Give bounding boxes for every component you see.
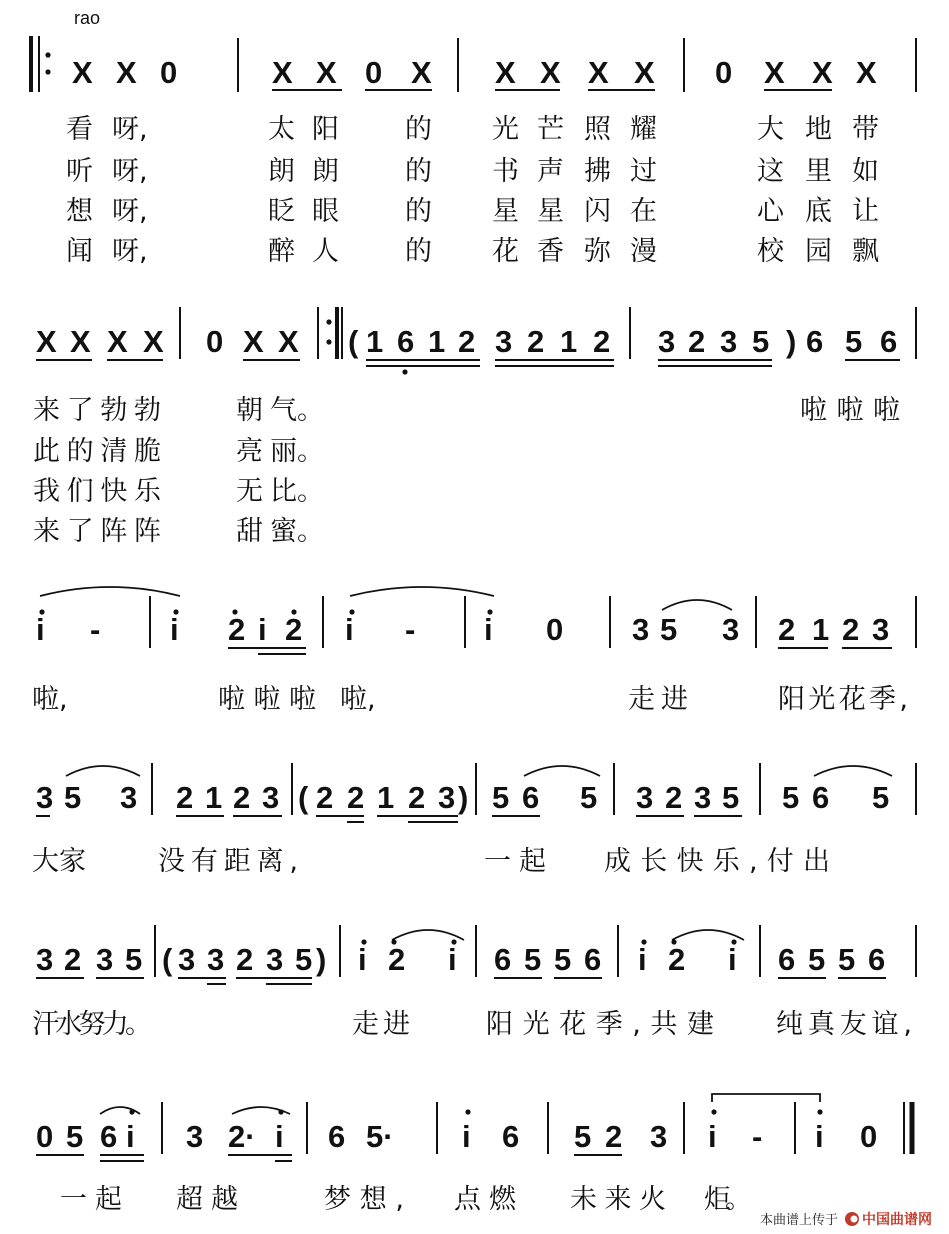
octave-dot [402, 369, 407, 374]
note: 5 [64, 780, 82, 815]
note: 5 [752, 324, 770, 359]
note: 2 [778, 612, 796, 647]
note: X [540, 55, 561, 90]
system-2 [33, 324, 900, 547]
lyric-char: 花 [492, 236, 519, 267]
lyric-char: 漫 [630, 236, 657, 267]
lyric-char: 呀, [112, 196, 148, 227]
lyric-char: 的 [405, 236, 432, 267]
lyric-char: 飘 [852, 236, 879, 267]
octave-dot [711, 1109, 716, 1114]
note: i [462, 1119, 471, 1154]
lyric: 丽。 [270, 436, 324, 467]
octave-dot [45, 69, 50, 74]
watermark-prefix: 本曲谱上传于 [760, 1212, 839, 1227]
note: X [856, 55, 877, 90]
note: 5 [872, 780, 890, 815]
lyric-char: 想 [66, 196, 93, 227]
note: 3 [658, 324, 676, 359]
lyric-char: 呀, [112, 236, 148, 267]
tie [712, 1094, 820, 1102]
lyric: 阳光花季,共建 [486, 1009, 714, 1040]
note: 0 [715, 55, 733, 90]
slur [392, 930, 464, 940]
lyric-char: 校 [757, 236, 784, 267]
note: 0 [206, 324, 224, 359]
note: 3 [872, 612, 890, 647]
lyric: 啦啦啦 [218, 684, 316, 715]
note: 2 [388, 942, 406, 977]
octave-dot [326, 319, 331, 324]
lyric: 啦, [32, 684, 68, 715]
note: 5 [808, 942, 826, 977]
note: i [728, 942, 737, 977]
lyric-char: 在 [630, 196, 657, 227]
lyric-char: 眨 [268, 196, 295, 227]
lyric-char: 耀 [630, 114, 657, 145]
lyric-char: 阳 [312, 114, 339, 145]
slur [40, 587, 180, 596]
note: 2 [605, 1119, 623, 1154]
note: X [764, 55, 785, 90]
note: 1 [366, 324, 384, 359]
slur [672, 930, 744, 940]
note: 3 [636, 780, 654, 815]
lyric: 我们快乐 [33, 476, 161, 507]
note: 5 [295, 942, 313, 977]
lyric-char: 闻 [66, 236, 93, 267]
lyric-char: 底 [805, 196, 832, 227]
note: 2 [233, 780, 251, 815]
note: 5 [782, 780, 800, 815]
lyric-char: 的 [405, 114, 432, 145]
note: i [484, 612, 493, 647]
lyric: 走进 [628, 684, 688, 715]
lyric: 未来火 [570, 1184, 666, 1215]
lyric-char: 芒 [537, 114, 564, 145]
note: i [258, 612, 267, 647]
lyric-char: 朗 [312, 156, 339, 187]
note: 2 [408, 780, 426, 815]
note: 3 [650, 1119, 668, 1154]
note: 3 [262, 780, 280, 815]
note: 3 [36, 780, 54, 815]
lyric-char: 大 [757, 114, 784, 145]
lyric: 超越 [176, 1184, 238, 1215]
lyric: 此的清脆 [33, 436, 161, 467]
lyric: 甜 [236, 516, 263, 547]
octave-dot [278, 1109, 283, 1114]
note: 2 [593, 324, 611, 359]
note: i [36, 612, 45, 647]
octave-dot [817, 1109, 822, 1114]
note: 1 [428, 324, 446, 359]
lyric: 汗水努力。 [32, 1009, 152, 1040]
note: 2 [236, 942, 254, 977]
note: 2 [228, 612, 246, 647]
octave-dot [129, 1109, 134, 1114]
lyric: 无 [236, 476, 263, 507]
note: 3 [186, 1119, 204, 1154]
lyric: 走进 [352, 1009, 410, 1040]
note: 2 [842, 612, 860, 647]
lyric-char: 这 [757, 156, 784, 187]
note: X [70, 324, 91, 359]
lyric-char: 星 [537, 196, 564, 227]
note: 6 [778, 942, 796, 977]
note: i [275, 1119, 284, 1154]
note: ) [316, 942, 327, 977]
lyric-char: 朗 [268, 156, 295, 187]
watermark-logo-icon [845, 1212, 859, 1226]
note: 0 [546, 612, 564, 647]
watermark [760, 1211, 932, 1227]
note: ( [298, 780, 309, 815]
note: X [72, 55, 93, 90]
note: X [278, 324, 299, 359]
note: 3 [722, 612, 740, 647]
note: - [90, 612, 101, 647]
lyric: 亮 [236, 436, 263, 467]
lyric-char: 照 [584, 114, 611, 145]
marking-rao: rao [74, 8, 101, 28]
lyric: 啦啦啦 [800, 395, 900, 426]
slur [66, 766, 140, 776]
note: 3 [96, 942, 114, 977]
lyric-char: 的 [405, 196, 432, 227]
lyric-char: 的 [405, 156, 432, 187]
note: 2 [688, 324, 706, 359]
lyric-char: 人 [312, 236, 339, 267]
note: 1 [812, 612, 830, 647]
note: 2 [64, 942, 82, 977]
note: 3 [178, 942, 196, 977]
lyric: 比。 [270, 476, 324, 507]
note: 1 [377, 780, 395, 815]
note: ( [348, 324, 359, 359]
note: 3 [438, 780, 456, 815]
note: 0 [860, 1119, 878, 1154]
note: 2 [665, 780, 683, 815]
note: X [116, 55, 137, 90]
note: 1 [560, 324, 578, 359]
note: 5 [722, 780, 740, 815]
note: 5 [574, 1119, 592, 1154]
lyric-char: 听 [66, 156, 93, 187]
note: i [345, 612, 354, 647]
note: 6 [812, 780, 830, 815]
note: 2 [285, 612, 303, 647]
note: i [358, 942, 367, 977]
note: 0 [160, 55, 178, 90]
lyric: 点燃 [454, 1184, 516, 1215]
lyric-char: 让 [852, 196, 879, 227]
lyric: 蜜。 [270, 516, 324, 547]
note: X [812, 55, 833, 90]
note: 1 [205, 780, 223, 815]
note: 6 [328, 1119, 346, 1154]
note: X [143, 324, 164, 359]
note: 5 [845, 324, 863, 359]
note: 0 [365, 55, 383, 90]
note: 2 [347, 780, 365, 815]
lyric: 来了勃勃 [33, 395, 161, 426]
lyric: 纯真友谊, [776, 1009, 912, 1040]
octave-dot [465, 1109, 470, 1114]
lyric-char: 星 [492, 196, 519, 227]
system-1 [66, 55, 879, 267]
note: 3 [120, 780, 138, 815]
lyric: 炬。 [704, 1184, 752, 1215]
lyric-char: 园 [805, 236, 832, 267]
note: 2 [316, 780, 334, 815]
note: ( [162, 942, 173, 977]
system-5 [32, 942, 912, 1040]
note: i [126, 1119, 135, 1154]
note: 3 [694, 780, 712, 815]
note: i [170, 612, 179, 647]
note: 2 [176, 780, 194, 815]
note: X [411, 55, 432, 90]
note: 2 [458, 324, 476, 359]
note: 6 [584, 942, 602, 977]
lyric-char: 如 [852, 156, 879, 187]
note: 0 [36, 1119, 54, 1154]
lyric-char: 拂 [584, 156, 611, 187]
note: 6 [806, 324, 824, 359]
note: X [36, 324, 57, 359]
octave-dot [326, 339, 331, 344]
lyric-char: 闪 [584, 196, 611, 227]
slur [814, 766, 892, 776]
note: 3 [207, 942, 225, 977]
lyric: 梦想, [324, 1184, 404, 1215]
lyric: 啦, [340, 684, 376, 715]
note: 5 [125, 942, 143, 977]
lyric: 来了阵阵 [33, 516, 161, 547]
lyric: 大家 [32, 846, 86, 877]
note: 6 [100, 1119, 118, 1154]
note: 5 [492, 780, 510, 815]
note: 5 [524, 942, 542, 977]
note: X [495, 55, 516, 90]
note: 6 [880, 324, 898, 359]
note: X [272, 55, 293, 90]
watermark-site: 中国曲谱网 [862, 1211, 932, 1227]
note: ) [786, 324, 797, 359]
lyric-char: 过 [630, 156, 657, 187]
note: i [815, 1119, 824, 1154]
lyric-char: 醉 [268, 236, 295, 267]
note: 5 [66, 1119, 84, 1154]
note: 3 [632, 612, 650, 647]
note: i [448, 942, 457, 977]
note: - [405, 612, 416, 647]
lyric-char: 里 [805, 156, 832, 187]
note: - [752, 1119, 763, 1154]
system-3 [32, 612, 908, 715]
lyric-char: 声 [537, 156, 564, 187]
note: X [316, 55, 337, 90]
lyric: 成长快乐,付出 [604, 846, 830, 877]
lyric-char: 心 [757, 196, 784, 227]
note: i [638, 942, 647, 977]
note: 3 [720, 324, 738, 359]
slur [350, 587, 494, 596]
note: 6 [868, 942, 886, 977]
note: 5· [366, 1119, 394, 1154]
note: 6 [502, 1119, 520, 1154]
lyric: 一起 [60, 1184, 122, 1215]
slur [662, 600, 732, 610]
lyric-char: 看 [66, 114, 93, 145]
lyric-char: 弥 [584, 236, 611, 267]
note: X [588, 55, 609, 90]
lyric-char: 光 [492, 114, 519, 145]
note: 6 [494, 942, 512, 977]
lyric-char: 呀, [112, 114, 148, 145]
note: 2 [668, 942, 686, 977]
lyric: 没有距离, [158, 846, 298, 877]
lyric-char: 香 [537, 236, 564, 267]
note: X [107, 324, 128, 359]
slur [524, 766, 600, 776]
note: X [634, 55, 655, 90]
note: 5 [554, 942, 572, 977]
note: i [708, 1119, 717, 1154]
note: 5 [580, 780, 598, 815]
lyric-char: 地 [805, 114, 832, 145]
note: 3 [266, 942, 284, 977]
lyric: 阳光花季, [778, 684, 908, 715]
lyric-char: 书 [492, 156, 519, 187]
note: 3 [495, 324, 513, 359]
lyric: 朝 [236, 395, 263, 426]
lyric: 一起 [484, 846, 546, 877]
note: ) [458, 780, 469, 815]
note: 2· [228, 1119, 256, 1154]
note: X [243, 324, 264, 359]
note: 6 [522, 780, 540, 815]
note: 3 [36, 942, 54, 977]
lyric: 气。 [270, 395, 324, 426]
note: 5 [838, 942, 856, 977]
note: 6 [397, 324, 415, 359]
note: 2 [527, 324, 545, 359]
lyric-char: 眼 [312, 196, 339, 227]
lyric-char: 带 [852, 114, 879, 145]
lyric-char: 呀, [112, 156, 148, 187]
note: 5 [660, 612, 678, 647]
lyric-char: 太 [268, 114, 295, 145]
octave-dot [45, 52, 50, 57]
